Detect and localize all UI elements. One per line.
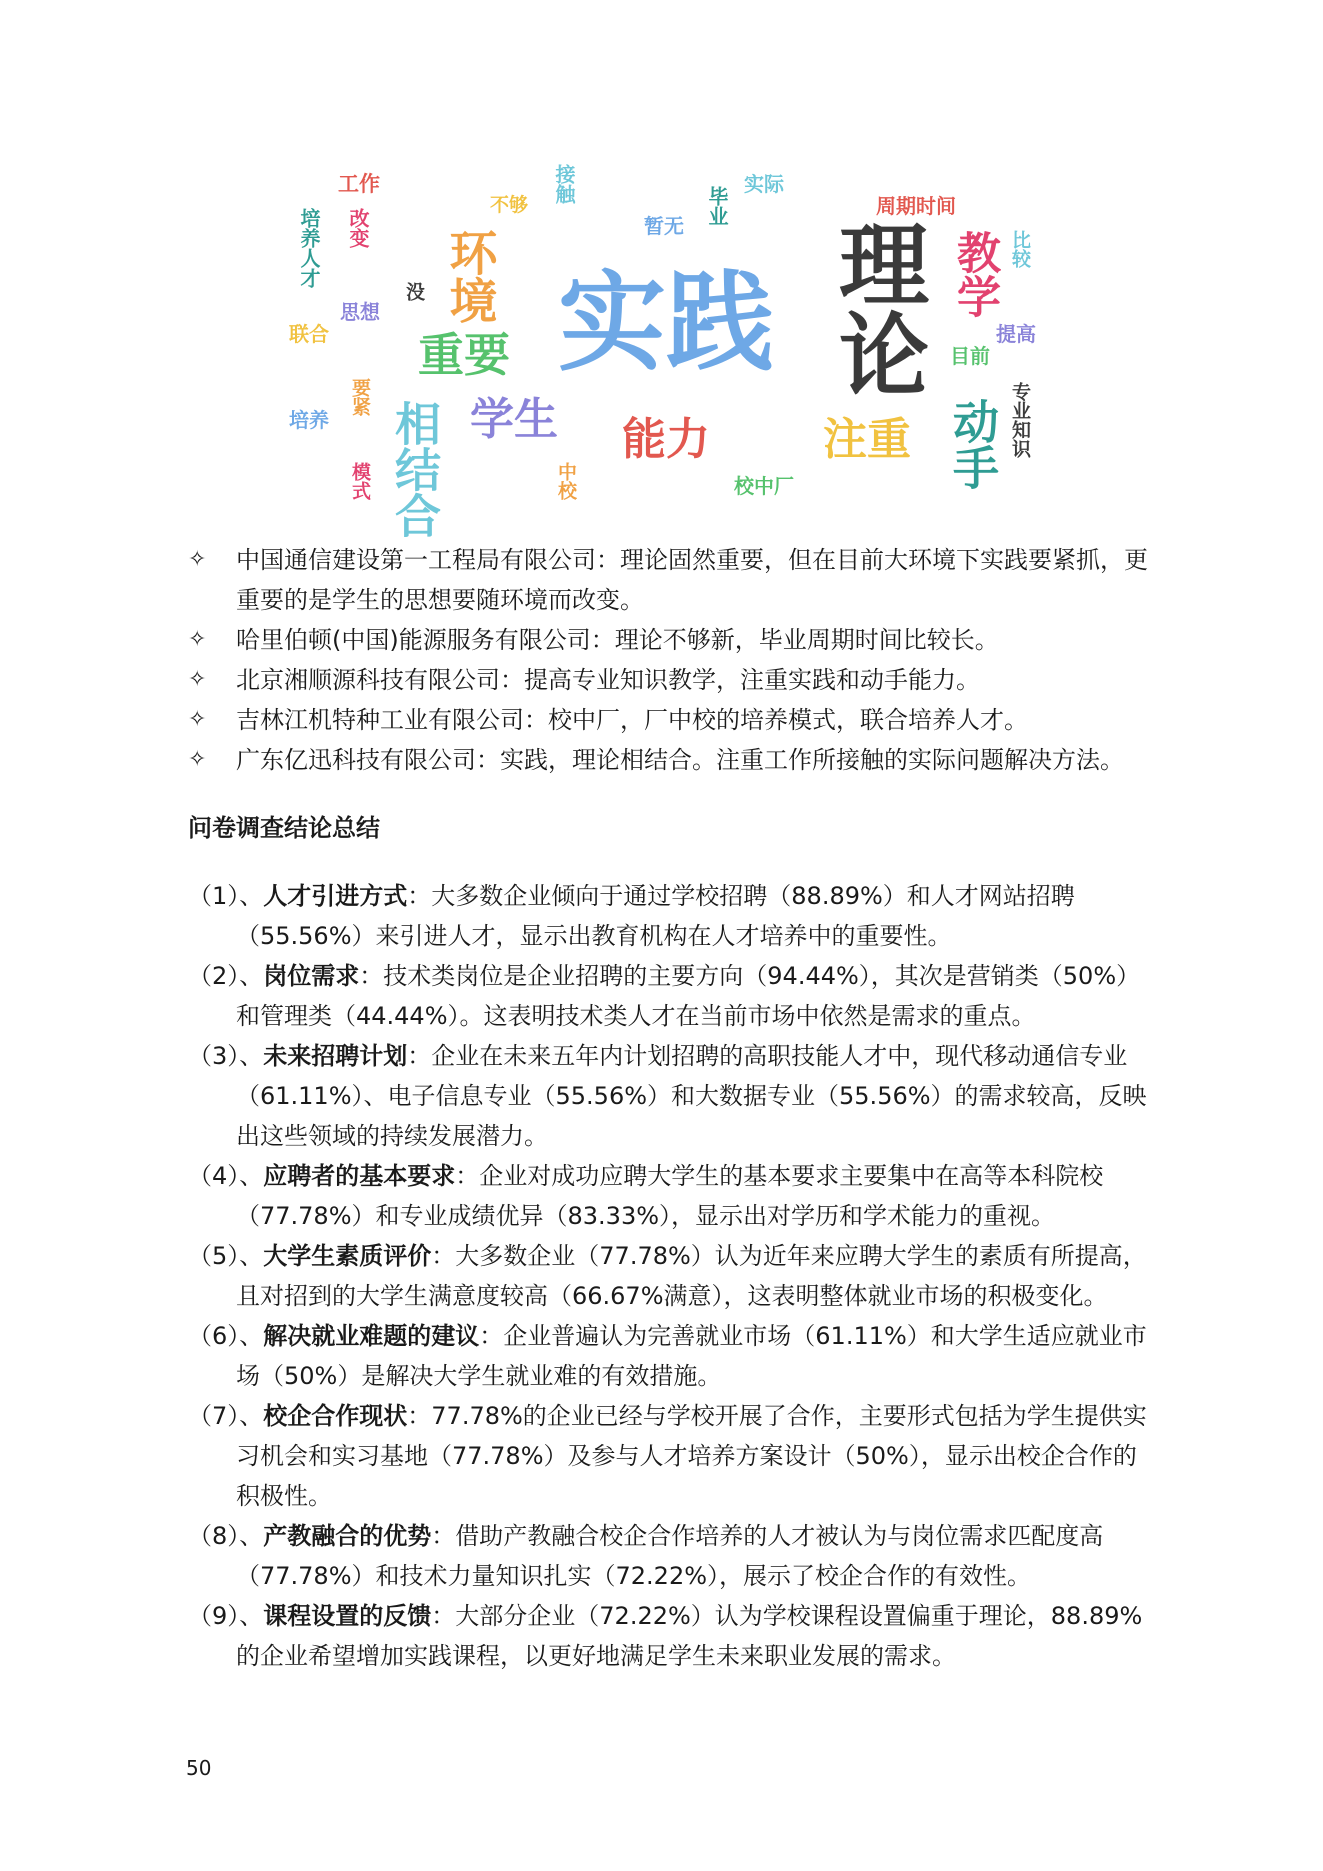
word-cloud-word: 模式 — [349, 462, 371, 500]
finding-item — [188, 1396, 1148, 1516]
word-cloud-word: 环境 — [441, 228, 497, 324]
finding-heading: 解决就业难题的建议 — [263, 1322, 480, 1350]
word-cloud-word: 能力 — [622, 414, 710, 465]
star-bullet-icon: ✧ — [188, 747, 207, 772]
word-cloud-word: 思想 — [340, 300, 380, 324]
finding-text: ：借助产教融合校企合作培养的人才被认为与岗位需求匹配度高（77.78%）和技术力量知识扎实（72.22%），展示了校企合作的有效性。 — [236, 1522, 1104, 1590]
finding-text: ：77.78%的企业已经与学校开展了合作，主要形式包括为学生提供实习机会和实习基地（77.78%）及参与人才培养方案设计（50%），显示出校企合作的积极性。 — [236, 1402, 1147, 1510]
list-item — [188, 620, 1148, 660]
word-cloud-word: 不够 — [490, 194, 529, 216]
word-cloud-word: 教学 — [949, 230, 1000, 318]
finding-item — [188, 876, 1148, 956]
page-number: 50 — [186, 1756, 212, 1780]
word-cloud-word: 暂无 — [644, 214, 684, 238]
section-title: 问卷调查结论总结 — [188, 814, 380, 842]
word-cloud-word: 提高 — [996, 322, 1036, 346]
list-item-text: 吉林江机特种工业有限公司：校中厂，厂中校的培养模式，联合培养人才。 — [236, 706, 1028, 734]
finding-heading: 产教融合的优势 — [263, 1522, 432, 1550]
finding-text: ：技术类岗位是企业招聘的主要方向（94.44%），其次是营销类（50%）和管理类（44.44%）。这表明技术类人才在当前市场中依然是需求的重点。 — [236, 962, 1141, 1030]
word-cloud-word: 注重 — [823, 414, 911, 465]
word-cloud-word: 实践 — [558, 261, 775, 386]
finding-item — [188, 956, 1148, 1036]
word-cloud-word: 实际 — [744, 172, 784, 196]
finding-text: ：企业对成功应聘大学生的基本要求主要集中在高等本科院校（77.78%）和专业成绩优异（83.33%），显示出对学历和学术能力的重视。 — [236, 1162, 1104, 1230]
star-bullet-icon: ✧ — [188, 707, 207, 732]
finding-number: （4）、 — [188, 1162, 264, 1190]
finding-item — [188, 1596, 1148, 1676]
finding-text: ：大部分企业（72.22%）认为学校课程设置偏重于理论，88.89%的企业希望增加实践课程，以更好地满足学生未来职业发展的需求。 — [236, 1602, 1143, 1670]
list-item-text: 广东亿迅科技有限公司：实践，理论相结合。注重工作所接触的实际问题解决方法。 — [236, 746, 1124, 774]
finding-number: （5）、 — [188, 1242, 264, 1270]
list-item — [188, 740, 1148, 780]
word-cloud-word: 没 — [403, 282, 425, 301]
word-cloud — [0, 0, 1323, 540]
star-bullet-icon: ✧ — [188, 547, 207, 572]
finding-number: （9）、 — [188, 1602, 264, 1630]
word-cloud-word: 工作 — [338, 172, 380, 196]
finding-number: （3）、 — [188, 1042, 264, 1070]
list-item — [188, 700, 1148, 740]
word-cloud-word: 培养 — [289, 408, 329, 432]
finding-text: ：企业普遍认为完善就业市场（61.11%）和大学生适应就业市场（50%）是解决大学生就业难的有效措施。 — [236, 1322, 1147, 1390]
word-cloud-word: 周期时间 — [876, 194, 956, 218]
word-cloud-word: 联合 — [289, 322, 329, 346]
finding-number: （7）、 — [188, 1402, 264, 1430]
word-cloud-word: 改变 — [346, 208, 370, 248]
word-cloud-word: 学生 — [470, 394, 558, 445]
word-cloud-word: 培养人才 — [297, 208, 321, 288]
list-item-text: 哈里伯顿(中国)能源服务有限公司：理论不够新，毕业周期时间比较长。 — [236, 626, 999, 654]
finding-item — [188, 1316, 1148, 1396]
finding-heading: 人才引进方式 — [263, 882, 408, 910]
list-item-text: 中国通信建设第一工程局有限公司：理论固然重要，但在目前大环境下实践要紧抓，更重要的是学生的思想要随环境而改变。 — [236, 546, 1148, 614]
finding-number: （6）、 — [188, 1322, 264, 1350]
word-cloud-word: 重要 — [418, 328, 510, 382]
finding-text: ：企业在未来五年内计划招聘的高职技能人才中，现代移动通信专业（61.11%）、电子信息专业（55.56%）和大数据专业（55.56%）的需求较高，反映出这些领域的持续发展潜力。 — [236, 1042, 1147, 1150]
finding-number: （2）、 — [188, 962, 264, 990]
star-bullet-icon: ✧ — [188, 627, 207, 652]
finding-heading: 应聘者的基本要求 — [263, 1162, 456, 1190]
word-cloud-word: 接触 — [552, 164, 576, 204]
word-cloud-word: 毕业 — [705, 186, 729, 226]
finding-number: （1）、 — [188, 882, 264, 910]
finding-item — [188, 1236, 1148, 1316]
list-item — [188, 660, 1148, 700]
word-cloud-word: 比较 — [1009, 230, 1031, 268]
word-cloud-word: 动手 — [946, 398, 1000, 490]
company-comment-list — [188, 540, 1148, 780]
finding-number: （8）、 — [188, 1522, 264, 1550]
finding-item — [188, 1036, 1148, 1156]
word-cloud-word: 中校 — [555, 462, 577, 500]
findings-list — [188, 876, 1148, 1676]
star-bullet-icon: ✧ — [188, 667, 207, 692]
word-cloud-word: 目前 — [950, 344, 990, 368]
word-cloud-word: 理论 — [823, 218, 928, 398]
finding-heading: 课程设置的反馈 — [263, 1602, 432, 1630]
finding-item — [188, 1156, 1148, 1236]
finding-text: ：大多数企业（77.78%）认为近年来应聘大学生的素质有所提高，且对招到的大学生满意度较高（66.67%满意），这表明整体就业市场的积极变化。 — [236, 1242, 1147, 1310]
finding-item — [188, 1516, 1148, 1596]
list-item — [188, 540, 1148, 620]
word-cloud-word: 相结合 — [388, 400, 442, 538]
list-item-text: 北京湘顺源科技有限公司：提高专业知识教学，注重实践和动手能力。 — [236, 666, 980, 694]
finding-heading: 校企合作现状 — [263, 1402, 408, 1430]
finding-heading: 大学生素质评价 — [263, 1242, 432, 1270]
finding-text: ：大多数企业倾向于通过学校招聘（88.89%）和人才网站招聘（55.56%）来引进人才，显示出教育机构在人才培养中的重要性。 — [236, 882, 1075, 950]
finding-heading: 岗位需求 — [263, 962, 360, 990]
word-cloud-word: 校中厂 — [734, 474, 794, 498]
word-cloud-word: 专业知识 — [1009, 382, 1031, 458]
word-cloud-word: 要紧 — [349, 378, 371, 416]
finding-heading: 未来招聘计划 — [263, 1042, 408, 1070]
